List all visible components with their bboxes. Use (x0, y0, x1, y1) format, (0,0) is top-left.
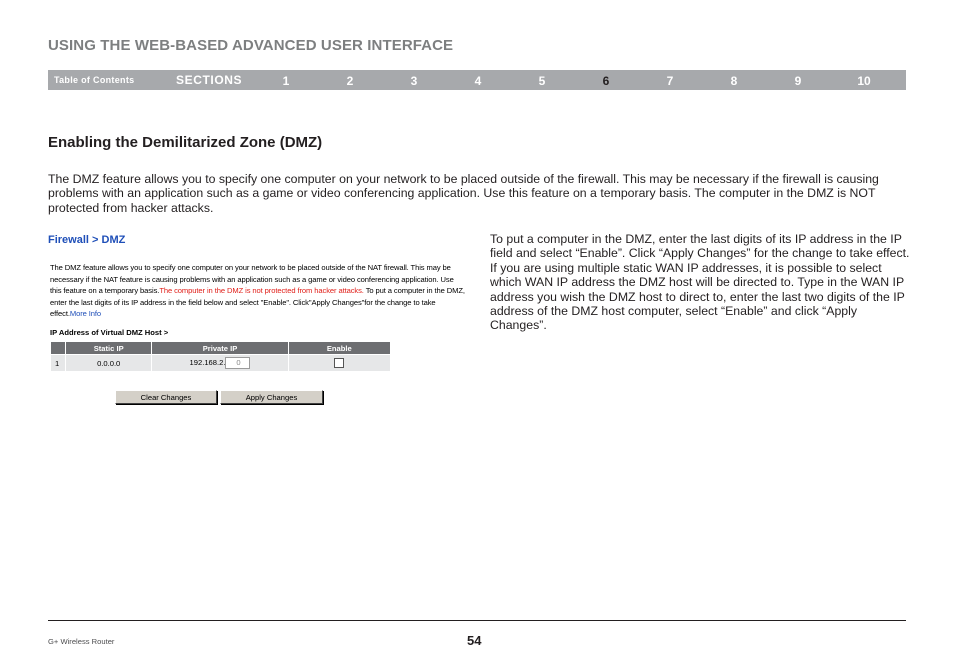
intro-paragraph: The DMZ feature allows you to specify one computer on your network to be placed outside of the firewall. This may be necessary if the firewall is causing problems with an application such as a game or video conferencing application. Use this feature on a temporary basis. The computer in the DMZ is NOT protected from hacker attacks. (48, 172, 879, 215)
table-header-index (51, 342, 66, 355)
screenshot-title: Firewall > DMZ (48, 234, 126, 246)
description-text: The DMZ feature allows you to specify one computer on your network to be placed outside of the NAT firewall. This may be necessary if the NAT feature is causing problems with an application such as a game or video conferencing application. Use this feature on a temporary basis. (50, 263, 454, 295)
table-row (51, 355, 391, 372)
screenshot-description (50, 262, 465, 320)
description-instructions: To put a computer in the DMZ, enter the last digits of its IP address in the field below and select "Enable". Click"Apply Changes"for the change to take effect. (50, 286, 465, 318)
nav-section-9[interactable]: 9 (794, 74, 802, 88)
nav-section-5[interactable]: 5 (538, 74, 546, 88)
dmz-host-table (50, 341, 391, 372)
private-ip-input[interactable]: 0 (225, 357, 250, 369)
description-warning: The computer in the DMZ is not protected from hacker attacks. (159, 286, 364, 295)
table-header-enable: Enable (288, 342, 390, 355)
table-header-static-ip: Static IP (65, 342, 151, 355)
nav-section-6[interactable]: 6 (602, 74, 610, 88)
nav-section-4[interactable]: 4 (474, 74, 482, 88)
instructions-paragraph: To put a computer in the DMZ, enter the last digits of its IP address in the IP field and select “Enable”. Click “Apply Changes” for the change to take effect. If you are using multiple static WAN IP addresses, it is possible to select which WAN IP address the DMZ host will be directed to. Type in the WAN IP address you wish the DMZ host to direct to, enter the last two digits of the IP address of the DMZ host computer, select “Enable” and click “Apply Changes”. (490, 232, 910, 333)
page-header: USING THE WEB-BASED ADVANCED USER INTERFACE (48, 37, 454, 54)
clear-changes-button[interactable]: Clear Changes (115, 390, 217, 404)
enable-checkbox[interactable] (334, 358, 344, 368)
nav-section-8[interactable]: 8 (730, 74, 738, 88)
private-ip-prefix: 192.168.2. (189, 358, 226, 367)
nav-section-7[interactable]: 7 (666, 74, 674, 88)
nav-section-1[interactable]: 1 (282, 74, 290, 88)
section-title: Enabling the Demilitarized Zone (DMZ) (48, 134, 323, 151)
nav-section-3[interactable]: 3 (410, 74, 418, 88)
nav-section-2[interactable]: 2 (346, 74, 354, 88)
row-index: 1 (51, 355, 66, 372)
dmz-host-subheading: IP Address of Virtual DMZ Host > (50, 328, 169, 337)
footer-product-name: G+ Wireless Router (48, 637, 115, 646)
row-enable (288, 355, 390, 372)
nav-table-of-contents[interactable]: Table of Contents (54, 75, 135, 85)
more-info-link[interactable]: More Info (69, 309, 102, 318)
row-static-ip: 0.0.0.0 (65, 355, 151, 372)
nav-bar (48, 70, 906, 90)
page-number: 54 (467, 633, 482, 648)
dmz-screenshot (48, 232, 468, 412)
table-header-private-ip: Private IP (152, 342, 288, 355)
apply-changes-button[interactable]: Apply Changes (220, 390, 323, 404)
footer-divider (48, 620, 906, 621)
nav-section-10[interactable]: 10 (857, 74, 871, 88)
nav-sections-label: SECTIONS (176, 73, 243, 87)
row-private-ip (152, 355, 288, 372)
